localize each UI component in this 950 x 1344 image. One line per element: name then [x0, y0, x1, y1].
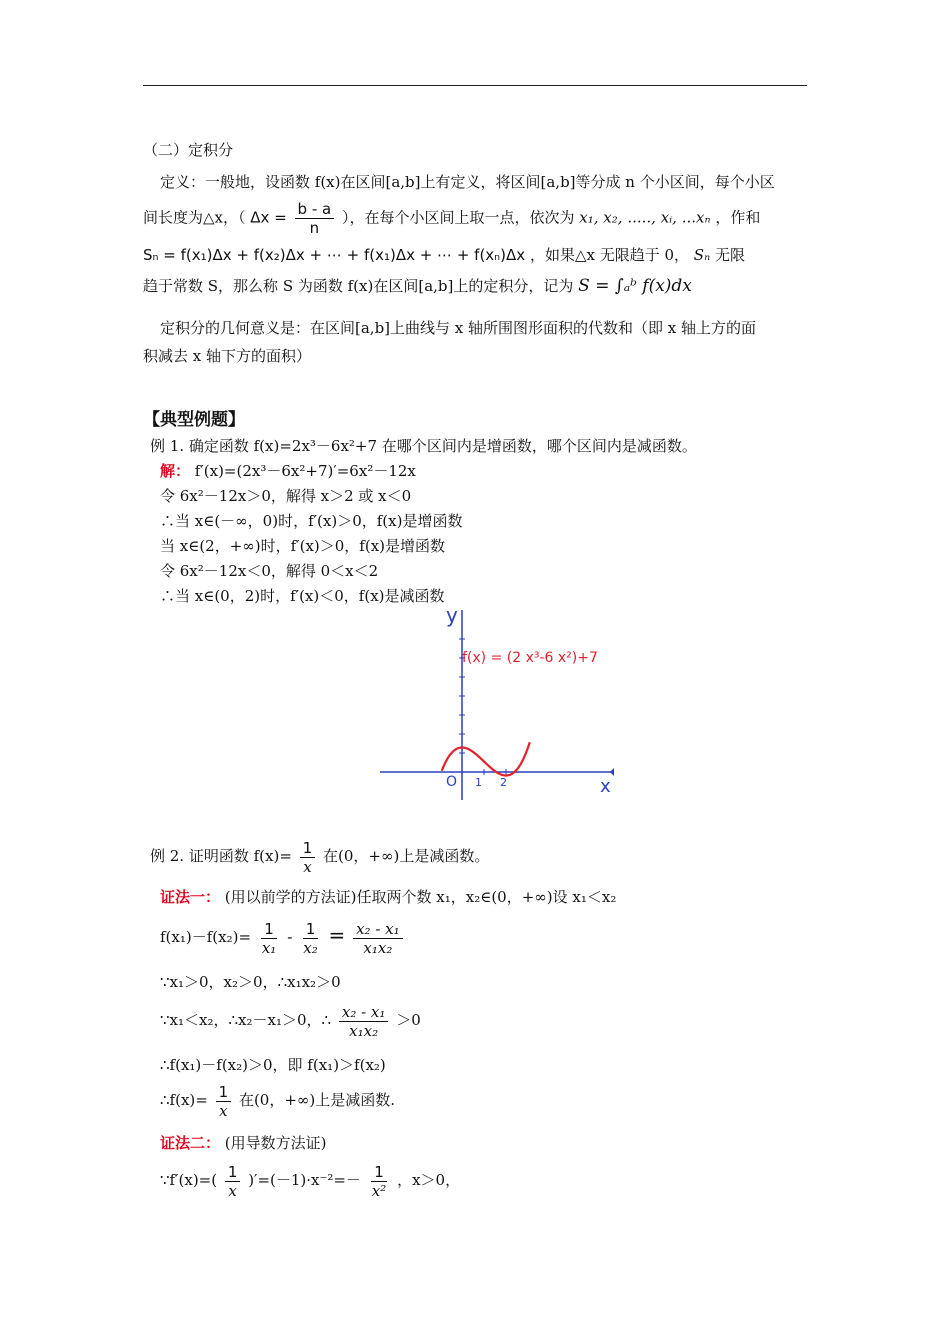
sample-points: x₁, x₂, ....., xᵢ, ...xₙ: [579, 208, 711, 227]
definition-line-2: 间长度为△x，（ Δx = $\frac{b - a}{n}$ ），在每个小区间上取一点，依次为 x₁, x₂, ....., xᵢ, ...xₙ ，作和: [143, 200, 761, 237]
function-graph: [378, 600, 618, 805]
derivative-line: ∵f′(x)=( $\frac{1}{x}$ )′=(－1)·x⁻²=－ $\frac{1}{\text{x²}}$ ，x＞0，: [160, 1162, 461, 1200]
proof-conclusion: ∴f(x)= $\frac{1}{x}$ 在(0，+∞)上是减函数.: [160, 1082, 396, 1120]
origin-label: O: [446, 774, 458, 790]
examples-heading: 【典型例题】: [143, 410, 245, 430]
example1-step-5: 令 6x²－12x＜0，解得 0＜x＜2: [160, 562, 379, 580]
section-title: （二）定积分: [143, 141, 234, 159]
proof-step-2: ∵x₁＜x₂，∴x₂－x₁＞0，∴ $\frac{\text{x₂ - x₁}}{\text{x₁x₂}}$ ＞0: [160, 1002, 421, 1040]
definition-line-3: Sₙ = f(x₁)Δx + f(x₂)Δx + ⋯ + f(x₁)Δx + ⋯ + f(xₙ)Δx ，如果△x 无限趋于 0， Sₙ 无限: [143, 246, 745, 264]
example1-statement: 例 1. 确定函数 f(x)=2x³－6x²+7 在哪个区间内是增函数，哪个区间内是减函数。: [150, 437, 697, 455]
example1-step-3: ∴当 x∈(－∞，0)时，f′(x)＞0，f(x)是增函数: [160, 512, 463, 530]
riemann-sum: Sₙ = f(x₁)Δx + f(x₂)Δx + ⋯ + f(x₁)Δx + ⋯ + f(xₙ)Δx: [143, 246, 526, 264]
method1-line: 证法一： (用以前学的方法证)任取两个数 x₁，x₂∈(0，+∞)设 x₁＜x₂: [160, 888, 617, 906]
geometric-meaning-line-1: 定积分的几何意义是：在区间[a,b]上曲线与 x 轴所围图形面积的代数和（即 x 轴上方的面: [160, 319, 757, 337]
function-curve: [442, 742, 530, 775]
geometric-meaning-line-2: 积减去 x 轴下方的面积）: [143, 347, 311, 365]
proof-step-3: ∴f(x₁)－f(x₂)＞0，即 f(x₁)＞f(x₂): [160, 1056, 386, 1074]
example1-step-2: 令 6x²－12x＞0，解得 x＞2 或 x＜0: [160, 487, 412, 505]
delta-x-expr: Δx =: [250, 208, 287, 227]
integral-notation: S = ∫ₐᵇ f(x)dx: [578, 276, 692, 296]
example2-statement: 例 2. 证明函数 f(x)= $\frac{1}{x}$ 在(0，+∞)上是减函数。: [150, 838, 490, 876]
method2-line: 证法二： (用导数方法证): [160, 1134, 327, 1152]
difference-equation: f(x₁)－f(x₂)= $\frac{1}{\text{x₁}}$ - $\frac{1}{\text{x₂}}$ = $\frac{\text{x₂ - x₁}}{\text{x₁x₂}}$: [160, 912, 406, 960]
example1-solution-line: 解： f′(x)=(2x³－6x²+7)′=6x²－12x: [160, 462, 416, 480]
delta-x-fraction: $\frac{b - a}{n}$: [295, 200, 335, 237]
method1-label: 证法一：: [160, 888, 221, 906]
x-axis-label: x: [600, 776, 611, 797]
example1-step-6: ∴当 x∈(0，2)时，f′(x)＜0，f(x)是减函数: [160, 587, 445, 605]
method2-label: 证法二：: [160, 1134, 221, 1152]
tick-label-2: 2: [500, 776, 507, 789]
tick-label-1: 1: [475, 776, 482, 789]
definition-line-4: 趋于常数 S，那么称 S 为函数 f(x)在区间[a,b]上的定积分，记为 S = ∫ₐᵇ f(x)dx: [143, 276, 692, 296]
proof-step-1: ∵x₁＞0，x₂＞0，∴x₁x₂＞0: [160, 973, 341, 991]
example1-step-4: 当 x∈(2，+∞)时，f′(x)＞0，f(x)是增函数: [160, 537, 446, 555]
reciprocal-fraction: $\frac{1}{x}$: [300, 839, 316, 876]
function-label: f(x) = (2 x³-6 x²)+7: [462, 650, 598, 666]
y-axis-label: y: [446, 603, 458, 627]
definition-line-1: 定义：一般地，设函数 f(x)在区间[a,b]上有定义，将区间[a,b]等分成 n 个小区间，每个小区: [160, 173, 775, 191]
x-axis-arrow: [610, 768, 614, 776]
solution-label: 解：: [160, 462, 191, 480]
header-rule: [143, 85, 807, 86]
